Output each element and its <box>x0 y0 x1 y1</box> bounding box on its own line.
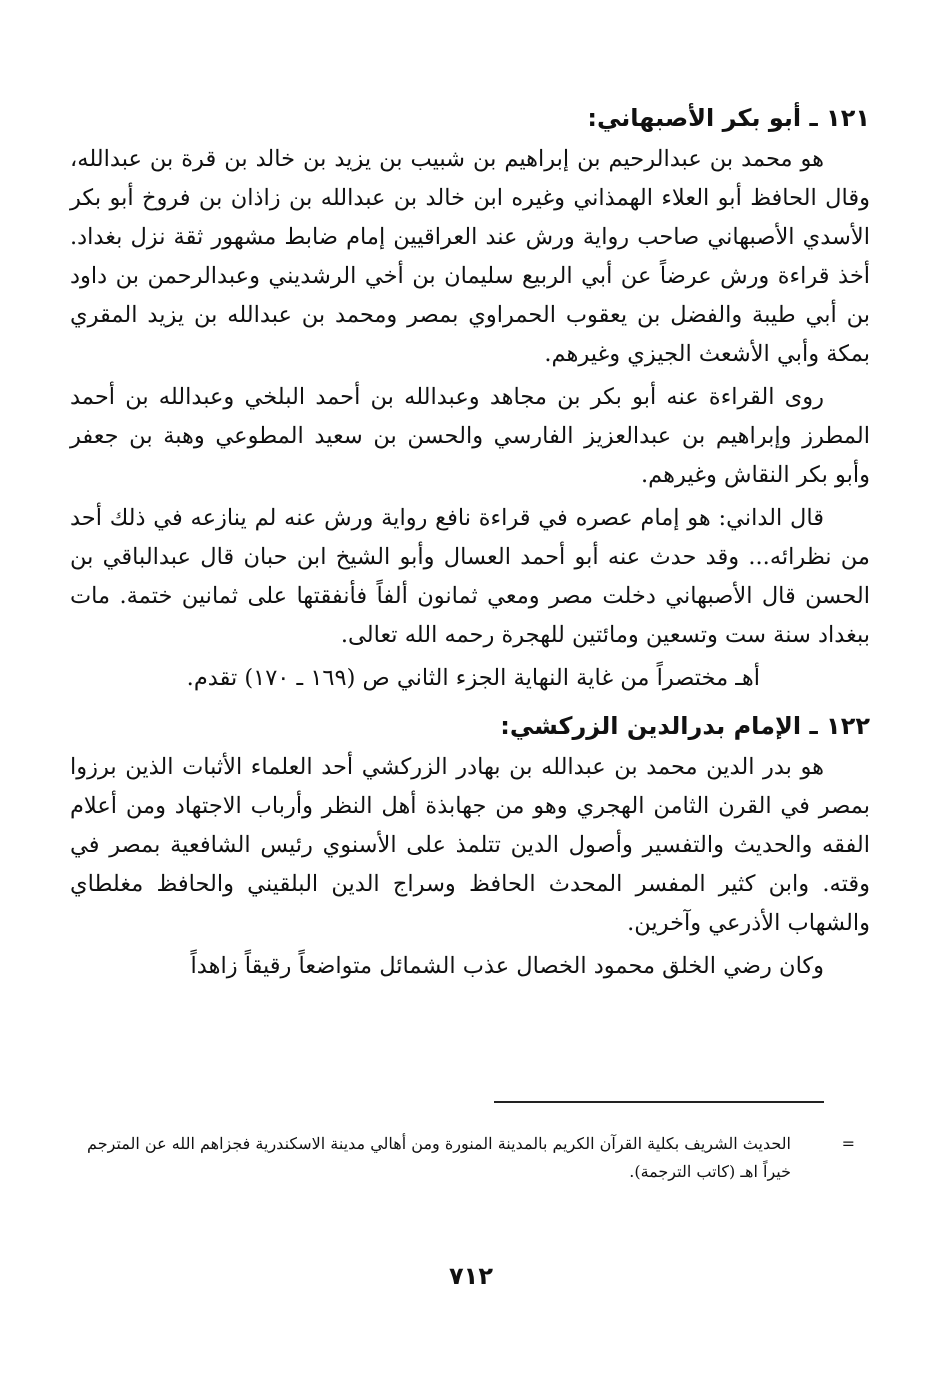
page-body <box>70 98 870 986</box>
entry-121-paragraph-2: روى القراءة عنه أبو بكر بن مجاهد وعبدالله بن أحمد البلخي وعبدالله بن أحمد المطرز وإبراهيم بن عبدالعزيز الفارسي والحسن بن سعيد المطوعي وهبة بن جعفر وأبو بكر النقاش وغيرهم. <box>70 384 870 488</box>
footnote-text: الحديث الشريف بكلية القرآن الكريم بالمدينة المنورة ومن أهالي مدينة الاسكندرية فجزاهم الله عن المترجم خيراً اهـ (كاتب الترجمة). <box>87 1134 791 1181</box>
entry-121-heading: ١٢١ ـ أبو بكر الأصبهاني: <box>587 104 870 132</box>
entry-121-paragraph-1: هو محمد بن عبدالرحيم بن إبراهيم بن شبيب بن يزيد بن خالد بن قرة بن عبدالله، وقال الحافظ أبو العلاء الهمذاني وغيره ابن خالد بن عبدالله بن زاذان بن فروخ أبو بكر الأسدي الأصبهاني صاحب رواية ورش عند العراقيين إمام ضابط مشهور ثقة نزل بغداد. أخذ قراءة ورش عرضاً عن أبي الربيع سليمان بن أخي الرشديني وعبدالرحمن بن داود بن أبي طيبة والفضل بن يعقوب الحمراوي بمصر ومحمد بن عبدالله بن يزيد المقري بمكة وأبي الأشعث الجيزي وغيرهم. <box>70 146 870 367</box>
entry-122-paragraph-1: هو بدر الدين محمد بن عبدالله بن بهادر الزركشي أحد العلماء الأثبات الذين برزوا بمصر في القرن الثامن الهجري وهو من جهابذة أهل النظر وأرباب الاجتهاد ومن أعلام الفقه والحديث والتفسير وأصول الدين تتلمذ على الأسنوي رئيس الشافعية بمصر في وقته. وابن كثير المفسر المحدث الحافظ وسراج الدين البلقيني والحافظ مغلطاي والشهاب الأذرعي وآخرين. <box>70 754 870 936</box>
entry-121-paragraph-3: قال الداني: هو إمام عصره في قراءة نافع رواية ورش عنه لم ينازعه في ذلك أحد من نظرائه... وقد حدث عنه أبو أحمد العسال وأبو الشيخ ابن حبان قال عبدالباقي بن الحسن قال الأصبهاني دخلت مصر ومعي ثمانون ألفاً فأنفقتها على ثمانين ختمة. مات ببغداد سنة ست وتسعين ومائتين للهجرة رحمه الله تعالى. <box>70 505 870 648</box>
entry-122-paragraph-2: وكان رضي الخلق محمود الخصال عذب الشمائل متواضعاً رقيقاً زاهداً <box>190 953 824 979</box>
entry-121-source-note: أهـ مختصراً من غاية النهاية الجزء الثاني ص (١٦٩ ـ ١٧٠) تقدم. <box>186 665 760 691</box>
footnote-divider <box>494 1101 824 1103</box>
footnote-continuation-marker: = <box>841 1134 855 1153</box>
footnote <box>75 1130 855 1186</box>
page-number: ٧١٢ <box>449 1262 493 1290</box>
entry-122-heading: ١٢٢ ـ الإمام بدرالدين الزركشي: <box>500 712 870 740</box>
